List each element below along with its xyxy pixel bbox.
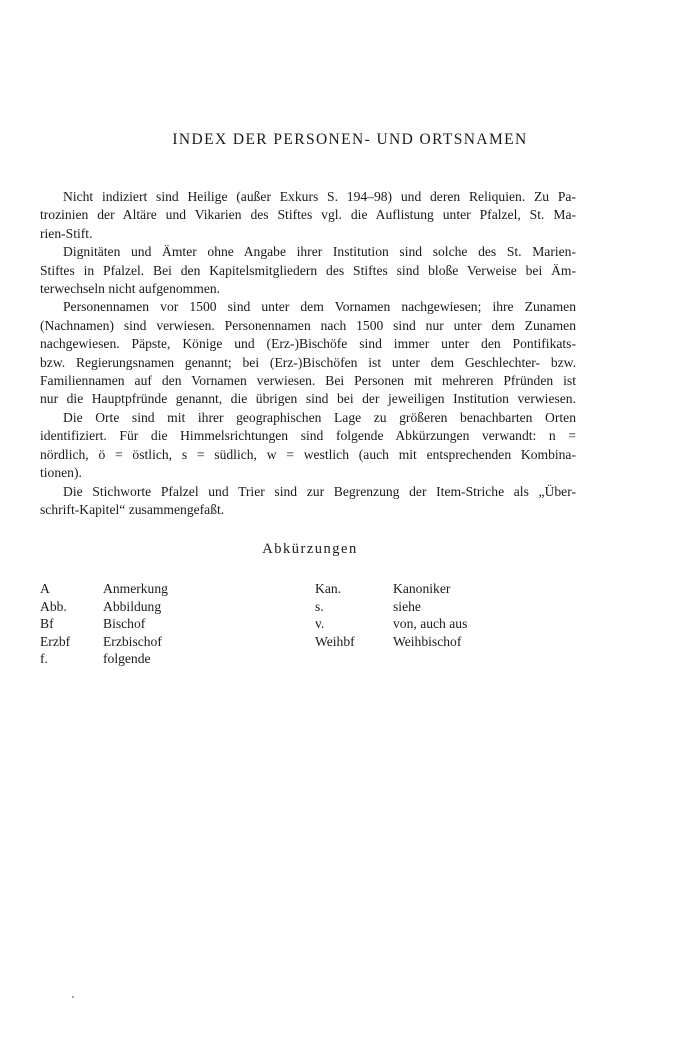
intro-line: trozinien der Altäre und Vikarien des Stiftes vgl. die Auflistung unter Pfalzel, St. Ma- [40, 207, 576, 223]
abbreviation-row [40, 650, 300, 668]
abbreviation-meaning: Erzbischof [103, 633, 162, 649]
intro-line: Die Orte sind mit ihrer geographischen Lage zu größeren benachbarten Orten [63, 409, 576, 425]
intro-line: Familiennamen auf den Vornamen verwiesen. Bei Personen mit mehreren Pfründen ist [40, 373, 576, 389]
abbreviation-meaning: Anmerkung [103, 581, 168, 596]
abbreviations-left-column [40, 580, 300, 668]
intro-line: schrift-Kapitel“ zusammengefaßt. [40, 501, 225, 517]
abbreviation-meaning: Abbildung [103, 598, 162, 614]
abbreviation-key: Bf [40, 616, 54, 632]
abbreviation-key: f. [40, 651, 48, 667]
intro-line: tionen). [40, 465, 82, 481]
abbreviation-row [315, 615, 575, 633]
abbreviation-row [40, 598, 300, 616]
abbreviation-key: Erzbf [40, 633, 71, 649]
abbreviation-meaning: Kanoniker [393, 581, 451, 596]
intro-line: Nicht indiziert sind Heilige (außer Exkurs S. 194–98) und deren Reliquien. Zu Pa- [63, 189, 576, 204]
intro-line: terwechseln nicht aufgenommen. [40, 281, 221, 297]
abbreviation-meaning: folgende [103, 651, 151, 667]
abbreviation-key: Weihbf [315, 633, 355, 649]
abbreviation-row [315, 633, 575, 651]
abbreviation-key: Kan. [315, 581, 342, 596]
page-title: INDEX DER PERSONEN- UND ORTSNAMEN [172, 131, 528, 148]
intro-line: Dignitäten und Ämter ohne Angabe ihrer Institution sind solche des St. Marien- [63, 244, 576, 260]
intro-line: Die Stichworte Pfalzel und Trier sind zur Begrenzung der Item-Striche als „Über- [63, 483, 576, 499]
intro-line: Stiftes in Pfalzel. Bei den Kapitelsmitgliedern des Stiftes sind bloße Verweise bei Äm- [40, 262, 576, 278]
intro-line: (Nachnamen) sind verwiesen. Personennamen nach 1500 sind nur unter dem Zunamen [40, 317, 576, 333]
abbreviations-heading: Abkürzungen [262, 541, 358, 557]
intro-line: nachgewiesen. Päpste, Könige und (Erz-)Bischöfe sind immer unter den Pontifikats- [40, 336, 576, 352]
abbreviation-meaning: siehe [393, 598, 421, 614]
intro-line: nördlich, ö = östlich, s = südlich, w = westlich (auch mit entsprechenden Kombina- [40, 446, 576, 462]
abbreviation-meaning: Bischof [103, 616, 146, 632]
abbreviation-key: A [40, 581, 50, 596]
abbreviation-key: v. [315, 616, 325, 632]
abbreviation-key: s. [315, 598, 324, 614]
abbreviation-row [315, 598, 575, 616]
abbreviation-key: Abb. [40, 598, 67, 614]
abbreviations-right-column [315, 580, 575, 650]
abbreviation-meaning: von, auch aus [393, 616, 468, 632]
page-speck [72, 996, 74, 998]
intro-line: rien-Stift. [40, 225, 93, 241]
abbreviation-row [315, 580, 575, 598]
abbreviation-row [40, 615, 300, 633]
intro-line: nur die Hauptpfründe genannt, die übrigen sind bei der jeweiligen Institution verwiesen. [40, 391, 576, 407]
intro-line: bzw. Regierungsnamen genannt; bei (Erz-)Bischöfen ist unter dem Geschlechter- bzw. [40, 354, 576, 370]
intro-line: identifiziert. Für die Himmelsrichtungen sind folgende Abkürzungen verwandt: n = [40, 428, 576, 444]
abbreviation-row [40, 580, 300, 598]
abbreviation-meaning: Weihbischof [393, 633, 462, 649]
abbreviation-row [40, 633, 300, 651]
intro-text [40, 188, 576, 519]
intro-line: Personennamen vor 1500 sind unter dem Vornamen nachgewiesen; ihre Zunamen [63, 299, 576, 315]
